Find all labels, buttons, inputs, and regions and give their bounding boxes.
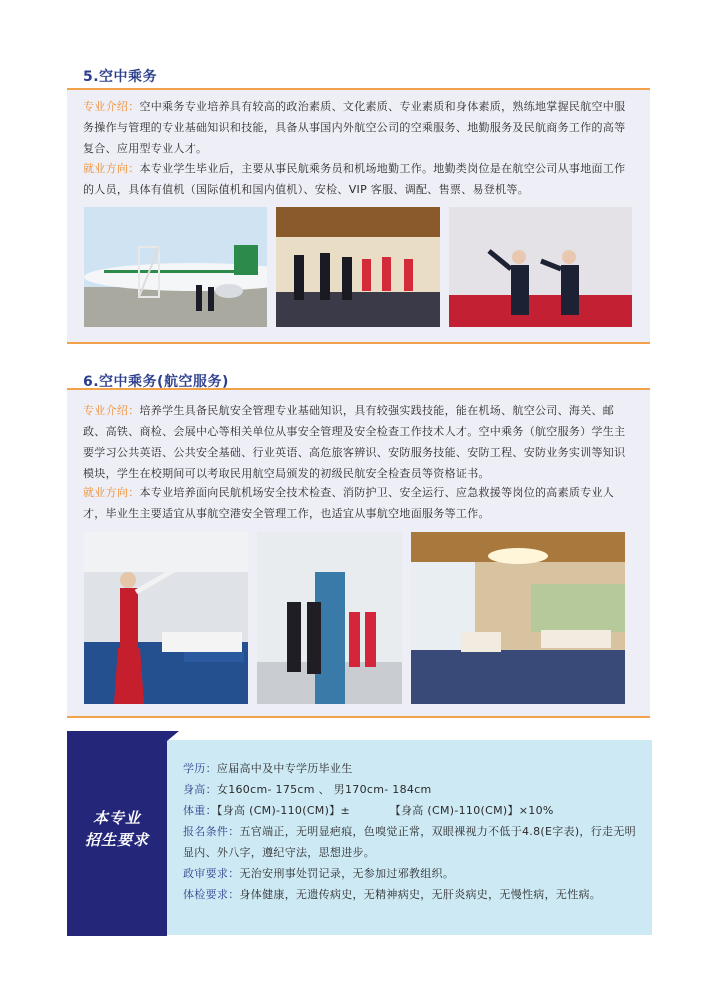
- section6-intro-label: 专业介绍：: [83, 404, 140, 417]
- section6-title: 6.空中乘务(航空服务): [83, 374, 229, 390]
- requirements-list: [183, 758, 641, 905]
- requirement-key: 政审要求：: [183, 867, 240, 880]
- section5-bottom-rule: [67, 342, 650, 344]
- section6-bottom-rule: [67, 716, 650, 718]
- requirement-item-education: [183, 758, 641, 779]
- requirement-value: 无治安刑事处罚记录，无参加过邪教组织。: [239, 867, 455, 880]
- section5-career-text: 本专业学生毕业后，主要从事民航乘务员和机场地勤工作。地勤类岗位是在航空公司从事地面工作的人员，具体有值机（国际值机和国内值机）、安检、VIP 客服、调配、售票、易登机等。: [83, 162, 626, 196]
- section5-career: [83, 158, 635, 200]
- requirement-key: 体检要求：: [183, 888, 240, 901]
- requirement-value: 女160cm- 175cm 、 男170cm- 184cm: [216, 783, 432, 796]
- section6-career-label: 就业方向：: [83, 486, 140, 499]
- requirement-item-health: [183, 884, 641, 905]
- aircraft-stairs-photo: [84, 207, 267, 327]
- requirement-key: 报名条件：: [183, 825, 240, 838]
- requirements-tag: [67, 731, 167, 936]
- section5-intro: [83, 96, 635, 159]
- requirement-item-political: [183, 863, 641, 884]
- vip-lounge-photo: [411, 532, 625, 704]
- requirement-value: 【身高 (CM)-110(CM)】± 【身高 (CM)-110(CM)】×10%: [216, 804, 554, 817]
- section5-career-label: 就业方向：: [83, 162, 140, 175]
- section6-career-text: 本专业培养面向民航机场安全技术检查、消防护卫、安全运行、应急救援等岗位的高素质专业人才，毕业生主要适宜从事航空港安全管理工作，也适宜从事航空地面服务等工作。: [83, 486, 615, 520]
- section5-intro-label: 专业介绍：: [83, 100, 140, 113]
- requirement-key: 体重：: [183, 804, 217, 817]
- section6-career: [83, 482, 635, 524]
- requirement-item-height: [183, 779, 641, 800]
- requirement-value: 应届高中及中专学历毕业生: [216, 762, 353, 775]
- requirement-value: 五官端正，无明显疤痕，色嗅觉正常，双眼裸视力不低于4.8(E字表)，行走无明显内、外八字，遵纪守法，思想进步。: [183, 825, 636, 859]
- requirements-tag-line1: 本专业: [92, 809, 141, 827]
- section5-intro-text: 空中乘务专业培养具有较高的政治素质、文化素质、专业素质和身体素质，熟练地掌握民航空中服务操作与管理的专业基础知识和技能，具备从事国内外航空公司的空乘服务、地勤服务及民航商务工作的高等复合、应用型专业人才。: [83, 100, 626, 155]
- requirements-tag-line2: 招生要求: [84, 831, 149, 849]
- crew-gesture-photo: [449, 207, 632, 327]
- section6-intro-text: 培养学生具备民航安全管理专业基础知识，具有较强实践技能，能在机场、航空公司、海关、邮政、高铁、商检、会展中心等相关单位从事安全管理及安全检查工作技术人才。空中乘务（航空服务）学生主要学习公共英语、公共安全基础、行业英语、高危旅客辨识、安防服务技能、安防工程、安防业务实训等知识模块，学生在校期间可以考取民用航空局颁发的初级民航安全检查员等资格证书。: [83, 404, 626, 480]
- cabin-crew-photo: [257, 532, 402, 704]
- requirement-value: 身体健康，无遗传病史，无精神病史，无肝炎病史，无慢性病，无性病。: [239, 888, 602, 901]
- requirement-item-conditions: [183, 821, 641, 863]
- section5-title: 5.空中乘务: [83, 69, 158, 85]
- requirements-tag-fold: [167, 731, 179, 741]
- requirement-key: 身高：: [183, 783, 217, 796]
- cabin-attendant-photo: [84, 532, 248, 704]
- crew-lineup-photo: [276, 207, 440, 327]
- requirement-item-weight: [183, 800, 641, 821]
- requirement-key: 学历：: [183, 762, 217, 775]
- section5-top-rule: [67, 88, 650, 90]
- section6-intro: [83, 400, 635, 484]
